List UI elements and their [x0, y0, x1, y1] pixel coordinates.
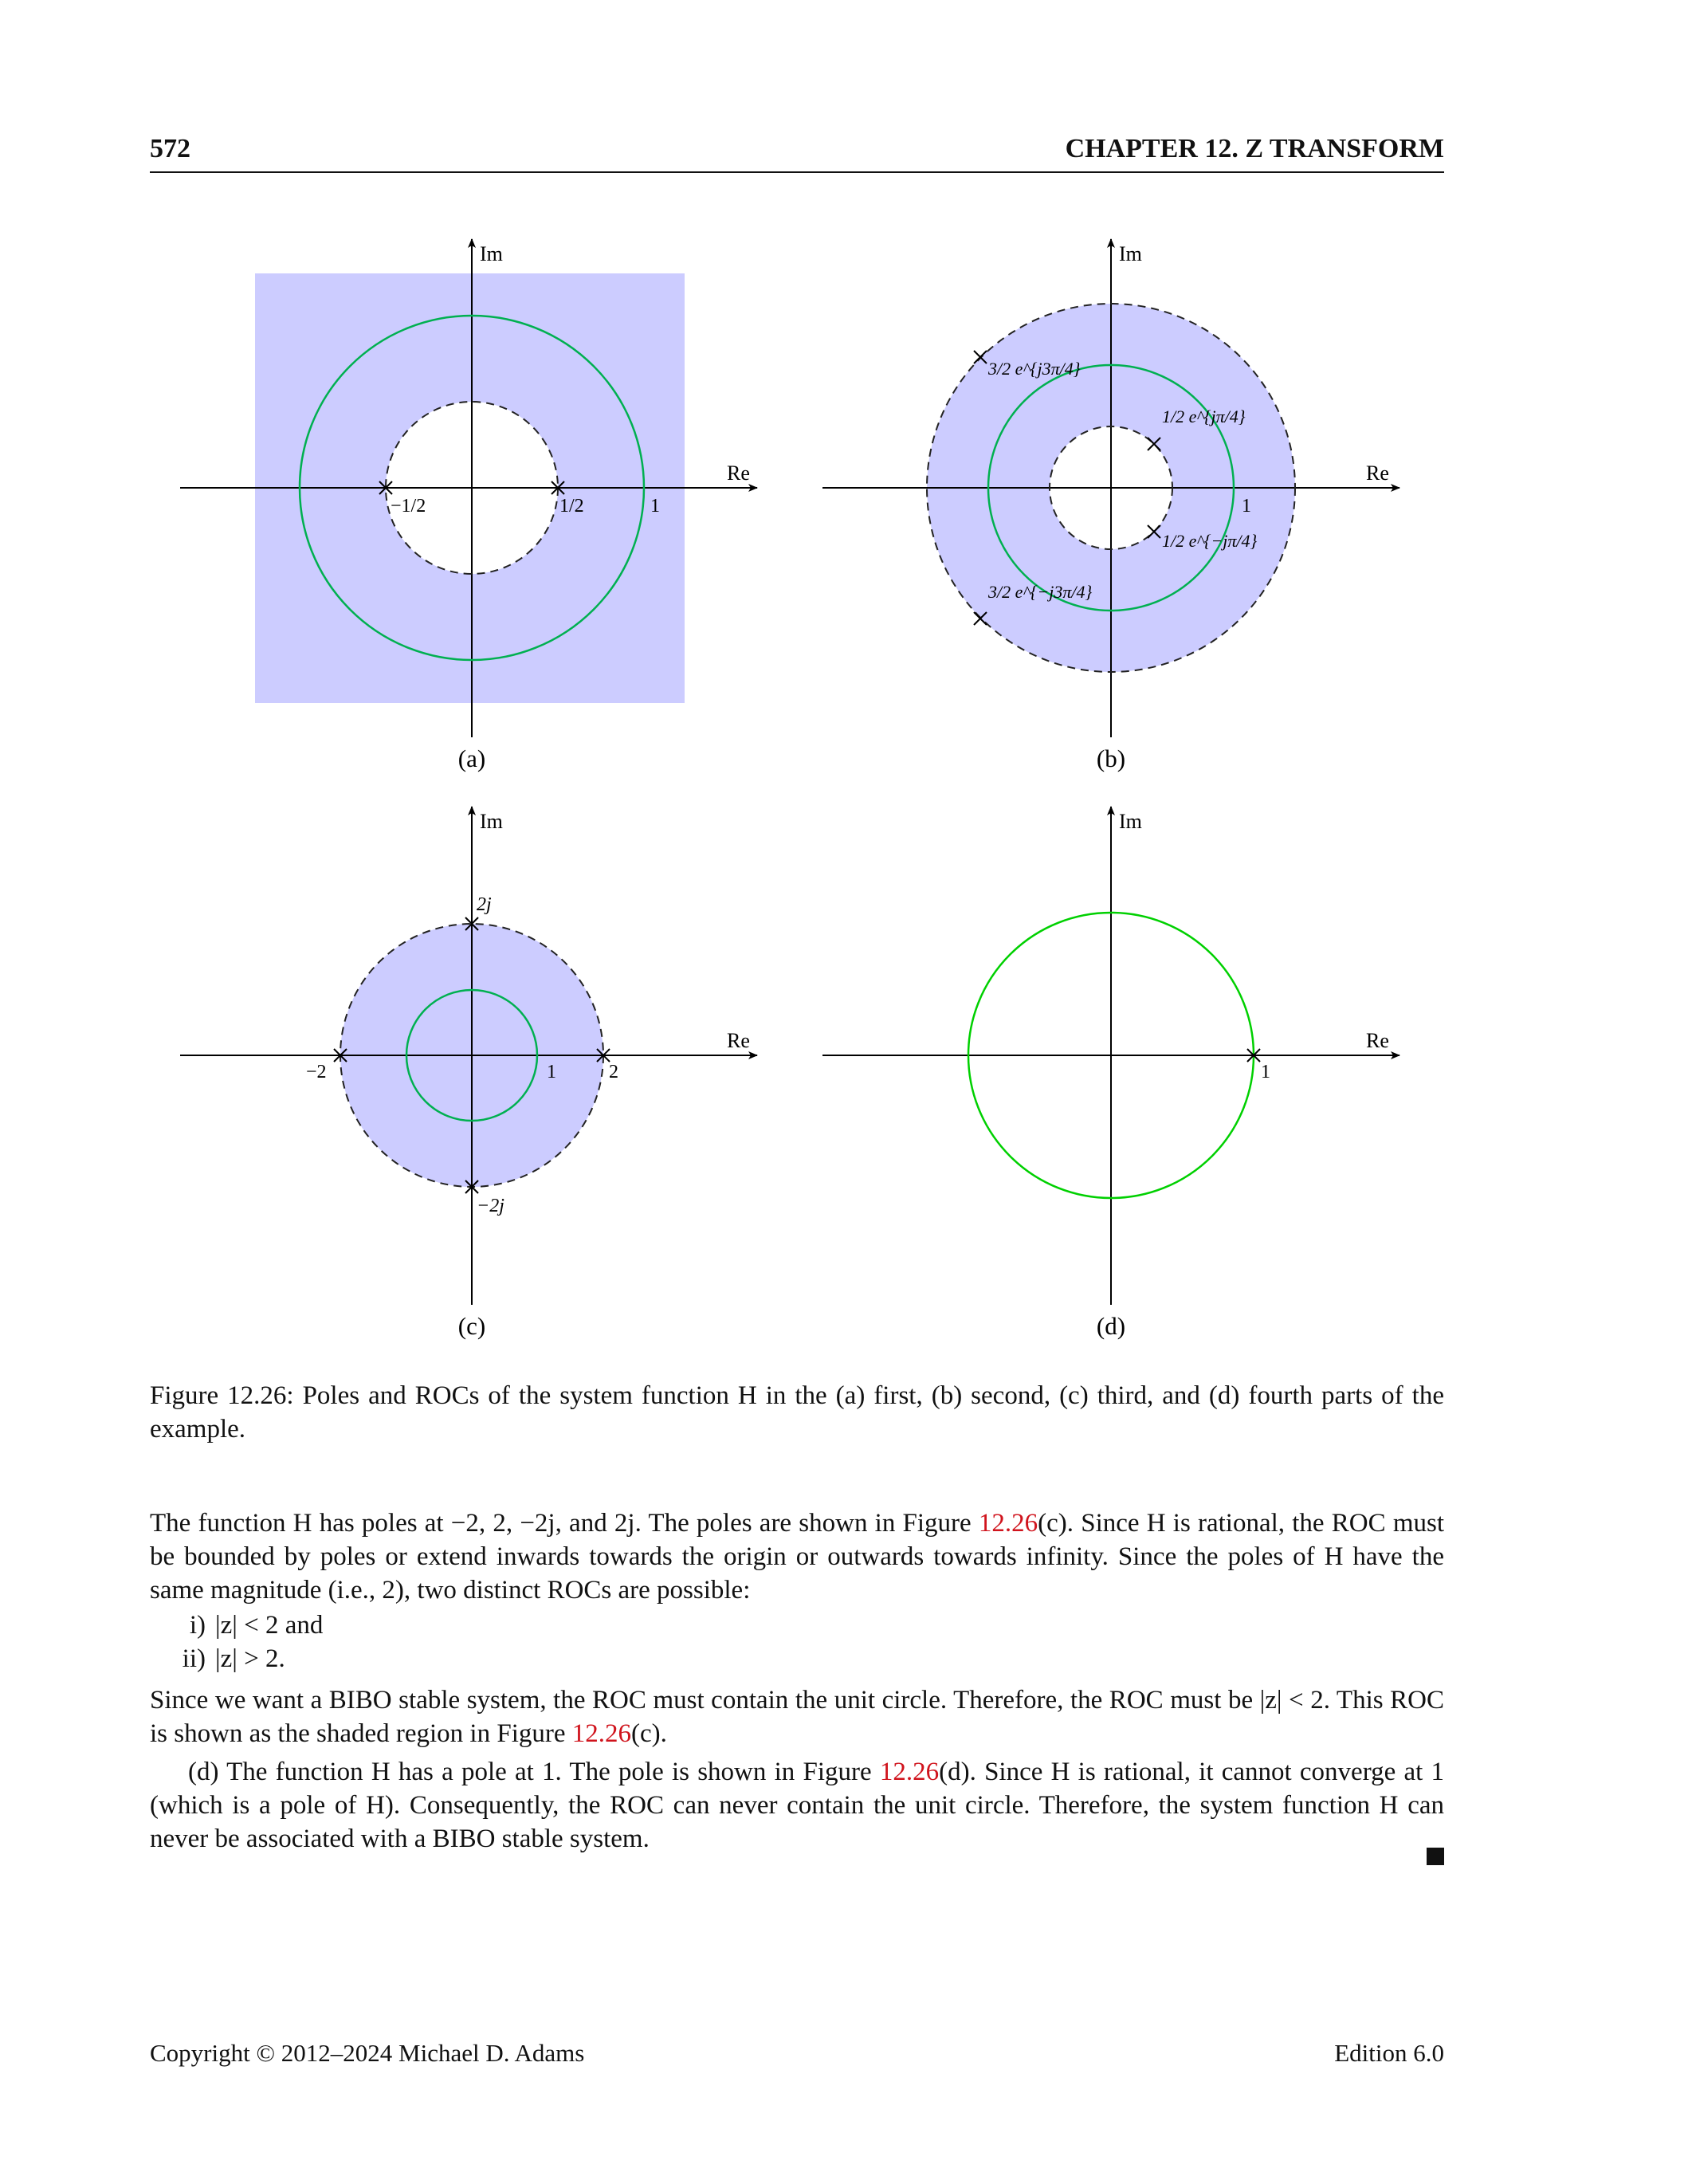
im-label: Im [1119, 810, 1142, 833]
im-label: Im [1119, 242, 1142, 265]
list-number: ii) [182, 1644, 206, 1673]
list-text: |z| > 2. [215, 1644, 285, 1673]
panel-label-b: (b) [1096, 744, 1126, 772]
tick-label: 1/2 [559, 496, 584, 517]
pole-label: 1/2 e^{jπ/4} [1162, 407, 1246, 426]
edition: Edition 6.0 [1334, 2039, 1444, 2067]
tick-label: −2 [306, 1062, 327, 1082]
figure-link[interactable]: 12.26 [879, 1758, 940, 1786]
re-label: Re [727, 462, 750, 485]
roc-list-item [150, 1642, 285, 1675]
paragraph-poles [150, 1506, 1444, 1607]
page-number: 572 [150, 134, 190, 163]
list-number: i) [189, 1611, 206, 1640]
panel-label-a: (a) [457, 744, 486, 772]
paragraph-part-d [150, 1755, 1444, 1856]
panel-c [180, 807, 757, 1340]
tick-label: −1/2 [391, 496, 426, 517]
im-label: Im [480, 810, 503, 833]
text-run: (d). Since H is rational, it cannot converge at 1 (which is a pole of H). Consequently, the ROC can never contain the unit circle. Therefore, the system function H can never be associated with a BIBO stable system. [150, 1758, 1444, 1853]
copyright: Copyright © 2012–2024 Michael D. Adams [150, 2039, 585, 2067]
panel-b [822, 239, 1399, 772]
figure-caption [150, 1379, 1444, 1446]
pole-label: 3/2 e^{j3π/4} [988, 359, 1081, 379]
tick-label: −2j [477, 1196, 504, 1216]
list-text: |z| < 2 and [215, 1611, 324, 1640]
paragraph-bibo [150, 1683, 1444, 1750]
caption-text: Poles and ROCs of the system function H in the (a) first, (b) second, (c) third, and (d) fourth parts of the example. [150, 1381, 1444, 1444]
text-run: (c). [631, 1719, 667, 1748]
qed-square [1427, 1848, 1444, 1865]
tick-label: 1 [1242, 496, 1251, 517]
re-label: Re [1366, 462, 1389, 485]
text-run: (c). Since H is rational, the ROC must be bounded by poles or extend inwards towards the origin or outwards towards infinity. Since the poles of H have the same magnitude (i.e., 2), two distinct ROCs are possible: [150, 1509, 1445, 1605]
pole-label: 3/2 e^{−j3π/4} [988, 582, 1093, 602]
figure-link[interactable]: 12.26 [571, 1719, 632, 1748]
im-label: Im [480, 242, 503, 265]
re-label: Re [1366, 1029, 1389, 1052]
roc-list-item [150, 1609, 323, 1642]
panel-d [822, 807, 1399, 1340]
text-run: (d) The function H has a pole at 1. The pole is shown in Figure [188, 1758, 880, 1786]
panel-a [180, 239, 757, 772]
tick-label: 1 [1261, 1062, 1270, 1082]
chapter-title: CHAPTER 12. Z TRANSFORM [1065, 134, 1444, 163]
tick-label: 1 [547, 1062, 556, 1082]
text-run: Since we want a BIBO stable system, the ROC must contain the unit circle. Therefore, the ROC must be |z| < 2. This ROC is shown as the shaded region in Figure [150, 1686, 1444, 1748]
panel-label-c: (c) [457, 1312, 486, 1340]
tick-label: 1 [650, 496, 660, 517]
figure-link[interactable]: 12.26 [978, 1509, 1038, 1538]
tick-label: 2j [477, 894, 492, 915]
panel-label-d: (d) [1096, 1312, 1126, 1340]
pole-label: 1/2 e^{−jπ/4} [1162, 531, 1258, 551]
tick-label: 2 [609, 1062, 618, 1082]
text-run: The function H has poles at −2, 2, −2j, and 2j. The poles are shown in Figure [150, 1509, 979, 1538]
re-label: Re [727, 1029, 750, 1052]
figure-number: Figure 12.26: [150, 1381, 294, 1410]
